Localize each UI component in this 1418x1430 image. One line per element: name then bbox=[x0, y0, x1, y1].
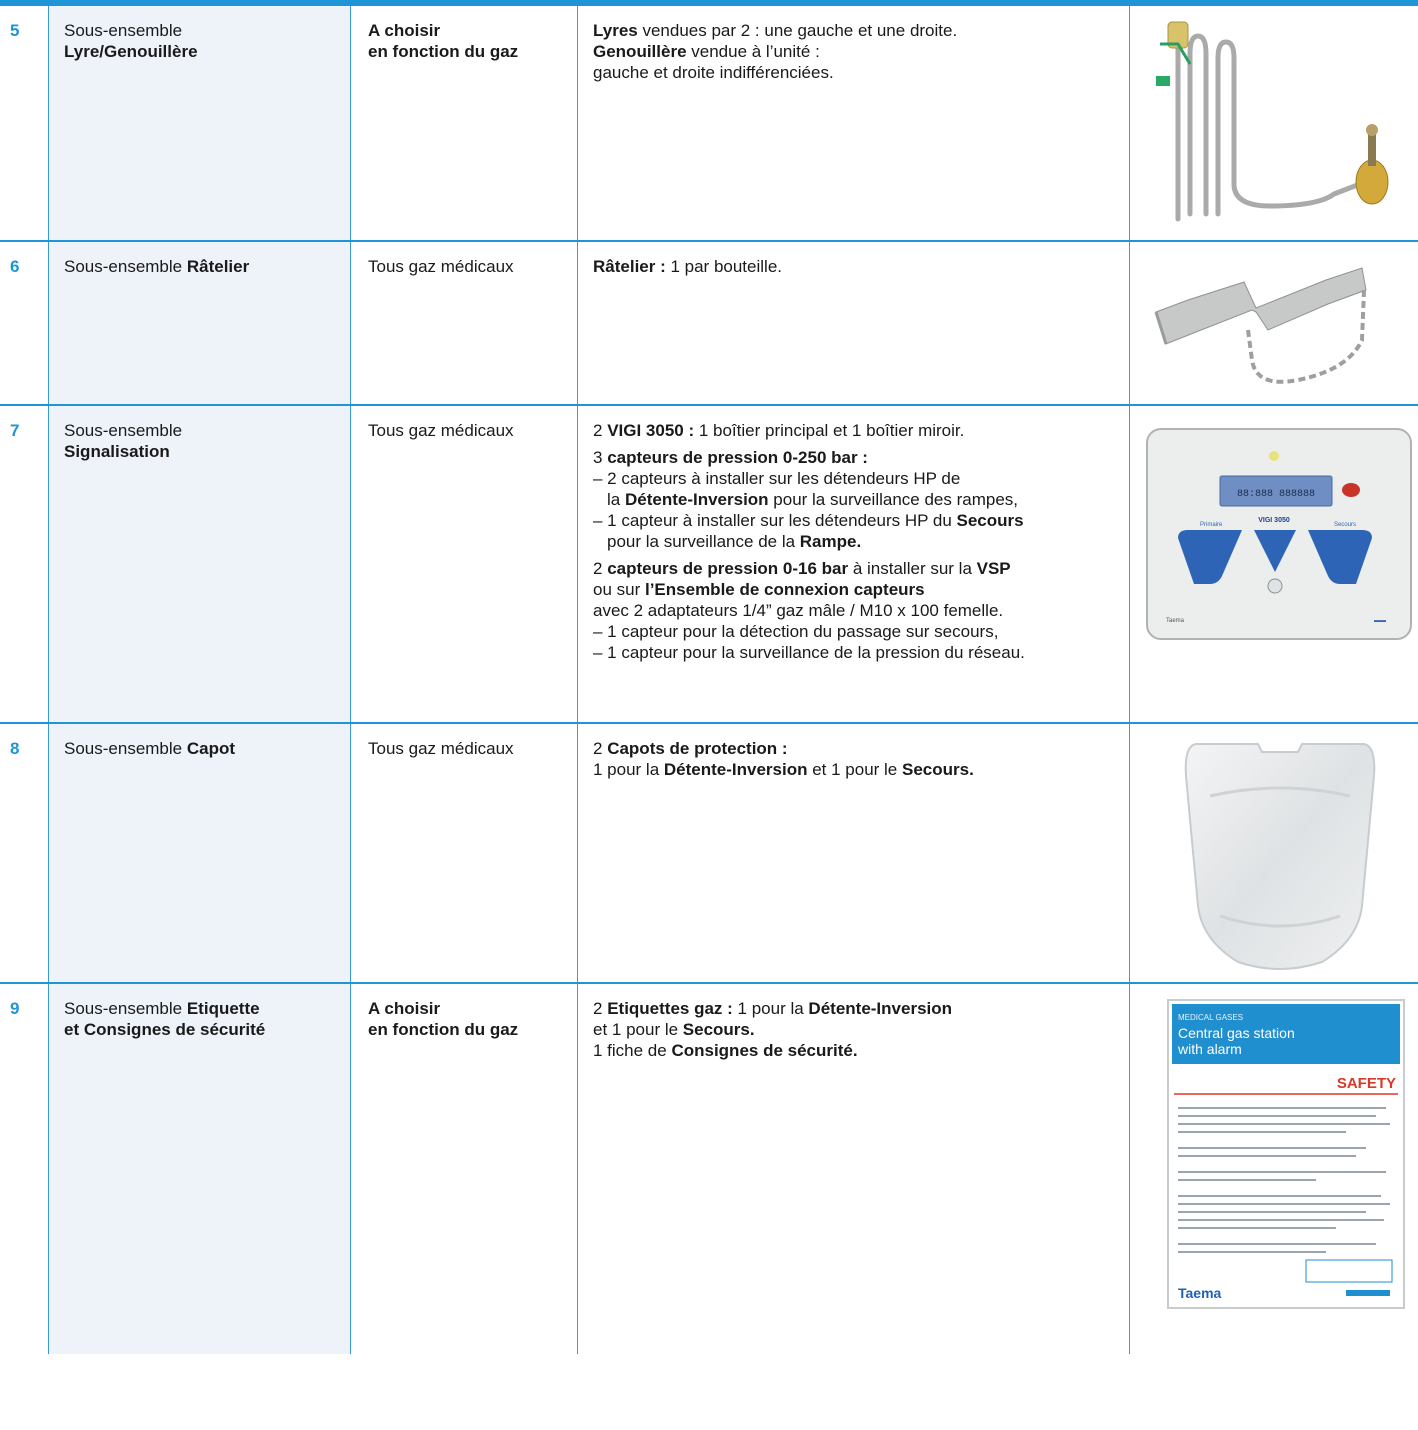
component-description: 2 VIGI 3050 : 1 boîtier principal et 1 boîtier miroir. 3 capteurs de pression 0-250 bar : – 2 capteurs à installer sur les détendeurs HP de la Détente-Inversion pour la surveillance des rampes, – 1 capteur à installer sur les détendeurs HP du Secours pour la surveillance de la Rampe. 2 capteurs de pression 0-16 bar à installer sur la VSP ou sur l’Ensemble de connexion capteurs avec 2 adaptateurs 1/4” gaz mâle / M10 x 100 femelle. – 1 capteur pour la détection du passage sur secours, – 1 capteur pour la surveillance de la pression du réseau. bbox=[593, 421, 1025, 662]
safety-label-icon bbox=[1166, 998, 1406, 1310]
row-number: 6 bbox=[10, 257, 20, 276]
component-name: Sous-ensemble Râtelier bbox=[64, 257, 250, 276]
component-name: Sous-ensemble Capot bbox=[64, 739, 236, 758]
svg-text:88:888 888888: 88:888 888888 bbox=[1236, 489, 1316, 500]
gas-choice: Tous gaz médicaux bbox=[368, 421, 514, 440]
svg-text:▬▬: ▬▬ bbox=[1374, 618, 1386, 624]
component-name: Sous-ensemble Etiquette et Consignes de sécurité bbox=[64, 999, 266, 1039]
table-row-8 bbox=[0, 724, 1418, 984]
svg-text:Taema: Taema bbox=[1166, 618, 1185, 624]
svg-text:Taema: Taema bbox=[1178, 1285, 1222, 1301]
component-description: Lyres vendues par 2 : une gauche et une droite. Genouillère vendue à l’unité : gauche et droite indifférenciées. bbox=[593, 21, 958, 82]
component-name: Sous-ensemble Signalisation bbox=[64, 421, 183, 461]
svg-text:Central gas station: Central gas station bbox=[1178, 1025, 1295, 1041]
vigi-3050-panel-icon bbox=[1144, 426, 1414, 644]
svg-text:MEDICAL GASES: MEDICAL GASES bbox=[1178, 1013, 1244, 1022]
svg-text:SAFETY: SAFETY bbox=[1336, 1075, 1396, 1092]
table-row-6 bbox=[0, 242, 1418, 406]
gas-choice: Tous gaz médicaux bbox=[368, 257, 514, 276]
svg-text:VIGI 3050: VIGI 3050 bbox=[1258, 517, 1290, 524]
svg-text:Secours: Secours bbox=[1334, 522, 1357, 528]
row-number: 9 bbox=[10, 999, 20, 1018]
component-description: 2 Capots de protection : 1 pour la Détente-Inversion et 1 pour le Secours. bbox=[593, 739, 974, 779]
table-row-5 bbox=[0, 6, 1418, 242]
table-row-7 bbox=[0, 406, 1418, 724]
row-number: 5 bbox=[10, 21, 20, 40]
svg-text:Primaire: Primaire bbox=[1200, 522, 1223, 528]
rack-chain-icon bbox=[1148, 260, 1408, 400]
gas-choice: A choisir en fonction du gaz bbox=[368, 21, 519, 61]
lyre-coil-icon bbox=[1150, 14, 1400, 232]
gas-choice: Tous gaz médicaux bbox=[368, 739, 514, 758]
table-row-9 bbox=[0, 984, 1418, 1354]
row-number: 8 bbox=[10, 739, 20, 758]
component-description: 2 Etiquettes gaz : 1 pour la Détente-Inversion et 1 pour le Secours. 1 fiche de Consignes de sécurité. bbox=[593, 999, 953, 1060]
row-number: 7 bbox=[10, 421, 20, 440]
component-description: Râtelier : 1 par bouteille. bbox=[593, 257, 782, 276]
gas-choice: A choisir en fonction du gaz bbox=[368, 999, 519, 1039]
protective-cover-icon bbox=[1180, 736, 1380, 974]
svg-text:with alarm: with alarm bbox=[1178, 1041, 1242, 1057]
component-name: Sous-ensemble Lyre/Genouillère bbox=[64, 21, 198, 61]
components-table bbox=[0, 6, 1418, 1354]
